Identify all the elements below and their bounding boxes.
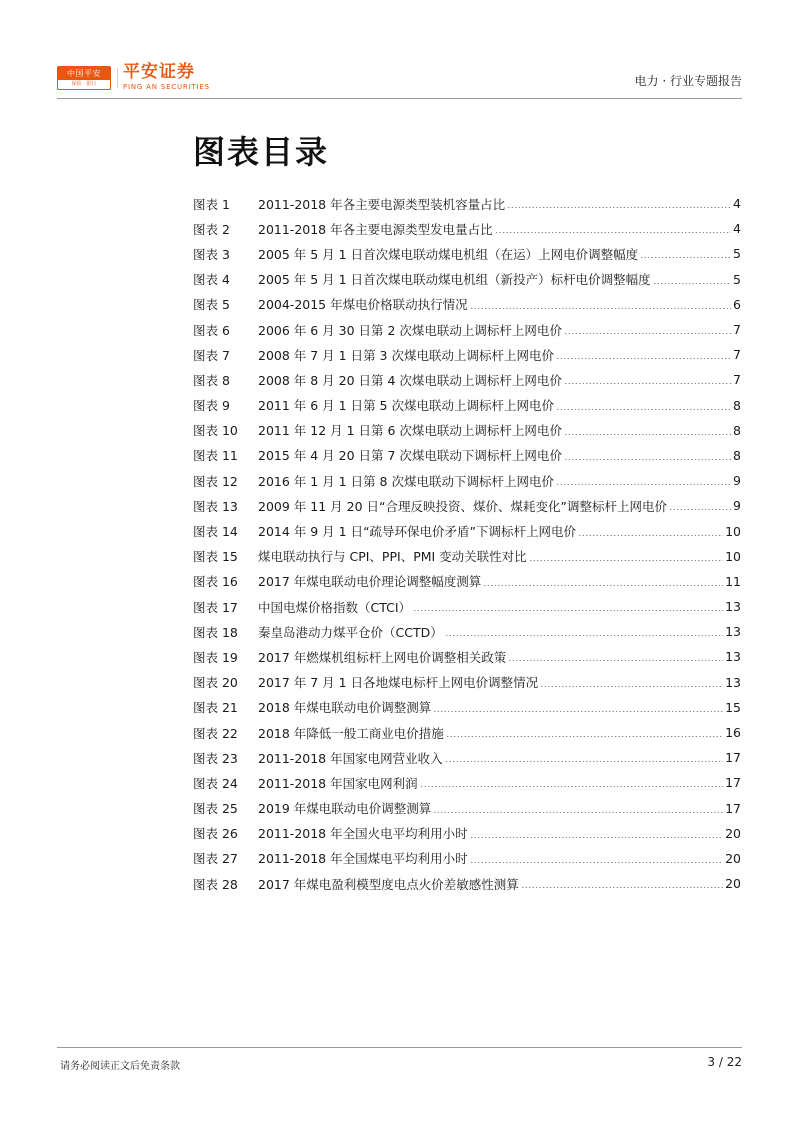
toc-entry-page: 20 [725, 876, 741, 892]
toc-entry-page: 13 [725, 649, 741, 665]
toc-entry-title: 2004-2015 年煤电价格联动执行情况 [258, 297, 468, 313]
toc-entry[interactable] [193, 796, 741, 821]
toc-entry[interactable] [193, 720, 741, 745]
toc-entry-page: 9 [733, 473, 741, 489]
toc-entry-number: 图表 27 [193, 851, 238, 867]
brand-name-en: PING AN SECURITIES [123, 83, 210, 91]
toc-entry-title: 2005 年 5 月 1 日首次煤电联动煤电机组（在运）上网电价调整幅度 [258, 246, 639, 262]
toc-entry-title: 2018 年煤电联动电价调整测算 [258, 700, 432, 716]
toc-entry-title: 2006 年 6 月 30 日第 2 次煤电联动上调标杆上网电价 [258, 322, 562, 338]
toc-entry[interactable] [193, 670, 741, 695]
toc-dot-leader [495, 232, 731, 233]
report-type: 电力 · 行业专题报告 [634, 74, 742, 88]
brand-name-cn: 平安证券 [123, 62, 195, 82]
toc-entry[interactable] [193, 644, 741, 669]
toc-entry[interactable] [193, 191, 741, 216]
toc-entry[interactable] [193, 821, 741, 846]
toc-entry-title: 2017 年燃煤机组标杆上网电价调整相关政策 [258, 649, 507, 665]
toc-dot-leader [445, 761, 723, 762]
toc-entry-page: 10 [725, 548, 741, 564]
toc-entry-title: 2009 年 11 月 20 日“合理反映投资、煤价、煤耗变化”调整标杆上网电价 [258, 498, 667, 514]
toc-dot-leader [470, 837, 723, 838]
toc-entry-page: 20 [725, 850, 741, 866]
toc-entry[interactable] [193, 443, 741, 468]
toc-dot-leader [640, 257, 731, 258]
toc-entry-page: 7 [733, 347, 741, 363]
toc-entry[interactable] [193, 468, 741, 493]
toc-entry-title: 2011-2018 年各主要电源类型装机容量占比 [258, 196, 506, 212]
toc-entry-page: 7 [733, 322, 741, 338]
toc-entry-title: 2014 年 9 月 1 日“疏导环保电价矛盾”下调标杆上网电价 [258, 524, 577, 540]
toc-entry-number: 图表 14 [193, 524, 238, 540]
toc-dot-leader [540, 686, 723, 687]
toc-entry-number: 图表 4 [193, 272, 230, 288]
toc-entry-title: 2005 年 5 月 1 日首次煤电联动煤电机组（新投产）标杆电价调整幅度 [258, 272, 651, 288]
toc-entry-title: 2017 年 7 月 1 日各地煤电标杆上网电价调整情况 [258, 675, 539, 691]
toc-entry-title: 2011-2018 年国家电网利润 [258, 775, 418, 791]
toc-entry-number: 图表 15 [193, 549, 238, 565]
toc-entry[interactable] [193, 241, 741, 266]
toc-entry-page: 9 [733, 498, 741, 514]
toc-dot-leader [669, 509, 731, 510]
toc-dot-leader [470, 862, 723, 863]
toc-entry-page: 17 [725, 775, 741, 791]
toc-entry-title: 2011 年 6 月 1 日第 5 次煤电联动上调标杆上网电价 [258, 398, 554, 414]
toc-entry-page: 8 [733, 397, 741, 413]
toc-dot-leader [564, 333, 731, 334]
toc-dot-leader [578, 535, 723, 536]
toc-entry-title: 2017 年煤电盈利模型度电点火价差敏感性测算 [258, 876, 519, 892]
toc-entry[interactable] [193, 216, 741, 241]
toc-entry-page: 4 [733, 196, 741, 212]
toc-entry-page: 13 [725, 674, 741, 690]
toc-entry[interactable] [193, 267, 741, 292]
toc-dot-leader [564, 459, 731, 460]
toc-entry-number: 图表 12 [193, 473, 238, 489]
toc-entry-title: 2008 年 7 月 1 日第 3 次煤电联动上调标杆上网电价 [258, 347, 554, 363]
toc-entry[interactable] [193, 871, 741, 896]
toc-entry-number: 图表 21 [193, 700, 238, 716]
toc-entry-page: 17 [725, 750, 741, 766]
toc-dot-leader [433, 711, 723, 712]
toc-entry[interactable] [193, 367, 741, 392]
toc-entry[interactable] [193, 393, 741, 418]
toc-entry-page: 13 [725, 599, 741, 615]
toc-entry-number: 图表 20 [193, 675, 238, 691]
toc-entry-number: 图表 23 [193, 750, 238, 766]
page-number: 3 / 22 [707, 1055, 742, 1069]
toc-entry-title: 秦皇岛港动力煤平仓价（CCTD） [258, 624, 443, 640]
toc-entry-number: 图表 26 [193, 826, 238, 842]
logo-divider [117, 68, 118, 88]
toc-entry-number: 图表 8 [193, 372, 230, 388]
toc-entry[interactable] [193, 518, 741, 543]
toc-entry-title: 2018 年降低一般工商业电价措施 [258, 725, 444, 741]
toc-entry[interactable] [193, 493, 741, 518]
toc-entry-title: 2017 年煤电联动电价理论调整幅度测算 [258, 574, 482, 590]
toc-entry-title: 中国电煤价格指数（CTCI） [258, 599, 412, 615]
toc-entry-number: 图表 16 [193, 574, 238, 590]
logo-badge-text: 中国平安 [58, 67, 110, 80]
toc-entry[interactable] [193, 594, 741, 619]
toc-dot-leader [420, 786, 723, 787]
toc-entry[interactable] [193, 569, 741, 594]
toc-entry-title: 2011-2018 年各主要电源类型发电量占比 [258, 221, 493, 237]
toc-entry-title: 2019 年煤电联动电价调整测算 [258, 801, 432, 817]
toc-dot-leader [564, 383, 731, 384]
toc-entry[interactable] [193, 770, 741, 795]
toc-entry-number: 图表 11 [193, 448, 238, 464]
toc-dot-leader [564, 434, 731, 435]
toc-entry-page: 17 [725, 800, 741, 816]
toc-entry-title: 2015 年 4 月 20 日第 7 次煤电联动下调标杆上网电价 [258, 448, 562, 464]
toc-entry-title: 2016 年 1 月 1 日第 8 次煤电联动下调标杆上网电价 [258, 473, 554, 489]
toc-entry-page: 4 [733, 221, 741, 237]
toc-dot-leader [529, 560, 723, 561]
toc-entry-page: 20 [725, 825, 741, 841]
toc-entry-title: 2011-2018 年国家电网营业收入 [258, 750, 443, 766]
toc-entry-number: 图表 1 [193, 196, 230, 212]
toc-entry[interactable] [193, 544, 741, 569]
toc-entry-page: 8 [733, 422, 741, 438]
toc-entry-number: 图表 19 [193, 649, 238, 665]
toc-entry[interactable] [193, 292, 741, 317]
toc-entry-title: 2008 年 8 月 20 日第 4 次煤电联动上调标杆上网电价 [258, 372, 562, 388]
toc-entry-number: 图表 7 [193, 347, 230, 363]
toc-entry-number: 图表 24 [193, 775, 238, 791]
ping-an-group-logo [57, 66, 111, 90]
toc-dot-leader [470, 308, 731, 309]
toc-entry-page: 16 [725, 725, 741, 741]
toc-entry-number: 图表 10 [193, 423, 238, 439]
toc-dot-leader [433, 812, 723, 813]
toc-entry-number: 图表 18 [193, 624, 238, 640]
toc-entry-title: 2011-2018 年全国煤电平均利用小时 [258, 851, 468, 867]
toc-entry-number: 图表 13 [193, 498, 238, 514]
toc-entry-title: 煤电联动执行与 CPI、PPI、PMI 变动关联性对比 [258, 549, 527, 565]
header-divider [57, 98, 742, 99]
table-of-figures [193, 191, 741, 896]
toc-dot-leader [653, 283, 731, 284]
toc-entry-number: 图表 5 [193, 297, 230, 313]
toc-entry[interactable] [193, 619, 741, 644]
toc-entry[interactable] [193, 317, 741, 342]
toc-dot-leader [413, 610, 723, 611]
toc-entry-page: 13 [725, 624, 741, 640]
toc-entry[interactable] [193, 418, 741, 443]
toc-entry-page: 11 [725, 573, 741, 589]
toc-entry-number: 图表 2 [193, 221, 230, 237]
toc-entry[interactable] [193, 342, 741, 367]
toc-entry[interactable] [193, 695, 741, 720]
footer-disclaimer: 请务必阅读正文后免责条款 [60, 1061, 180, 1072]
toc-entry[interactable] [193, 745, 741, 770]
footer-divider [57, 1047, 742, 1048]
page-header [57, 60, 742, 100]
toc-entry-number: 图表 22 [193, 725, 238, 741]
toc-dot-leader [556, 358, 731, 359]
toc-entry-page: 7 [733, 372, 741, 388]
toc-entry-page: 6 [733, 296, 741, 312]
toc-dot-leader [556, 409, 731, 410]
toc-entry-number: 图表 25 [193, 801, 238, 817]
toc-entry-number: 图表 17 [193, 599, 238, 615]
toc-dot-leader [521, 887, 723, 888]
toc-entry-page: 5 [733, 246, 741, 262]
page-title: 图表目录 [193, 133, 330, 171]
toc-dot-leader [483, 585, 723, 586]
toc-entry-number: 图表 3 [193, 246, 230, 262]
toc-dot-leader [446, 736, 723, 737]
toc-entry-page: 10 [725, 523, 741, 539]
logo-badge-subtext: 保险 · 银行 [71, 81, 97, 87]
toc-dot-leader [556, 484, 731, 485]
toc-entry-page: 8 [733, 447, 741, 463]
toc-dot-leader [445, 635, 723, 636]
toc-entry-number: 图表 28 [193, 876, 238, 892]
toc-entry-title: 2011 年 12 月 1 日第 6 次煤电联动上调标杆上网电价 [258, 423, 562, 439]
toc-entry-number: 图表 6 [193, 322, 230, 338]
toc-dot-leader [508, 660, 723, 661]
toc-entry[interactable] [193, 846, 741, 871]
toc-entry-page: 5 [733, 271, 741, 287]
toc-entry-title: 2011-2018 年全国火电平均利用小时 [258, 826, 468, 842]
toc-entry-number: 图表 9 [193, 398, 230, 414]
toc-entry-page: 15 [725, 699, 741, 715]
toc-dot-leader [507, 207, 731, 208]
